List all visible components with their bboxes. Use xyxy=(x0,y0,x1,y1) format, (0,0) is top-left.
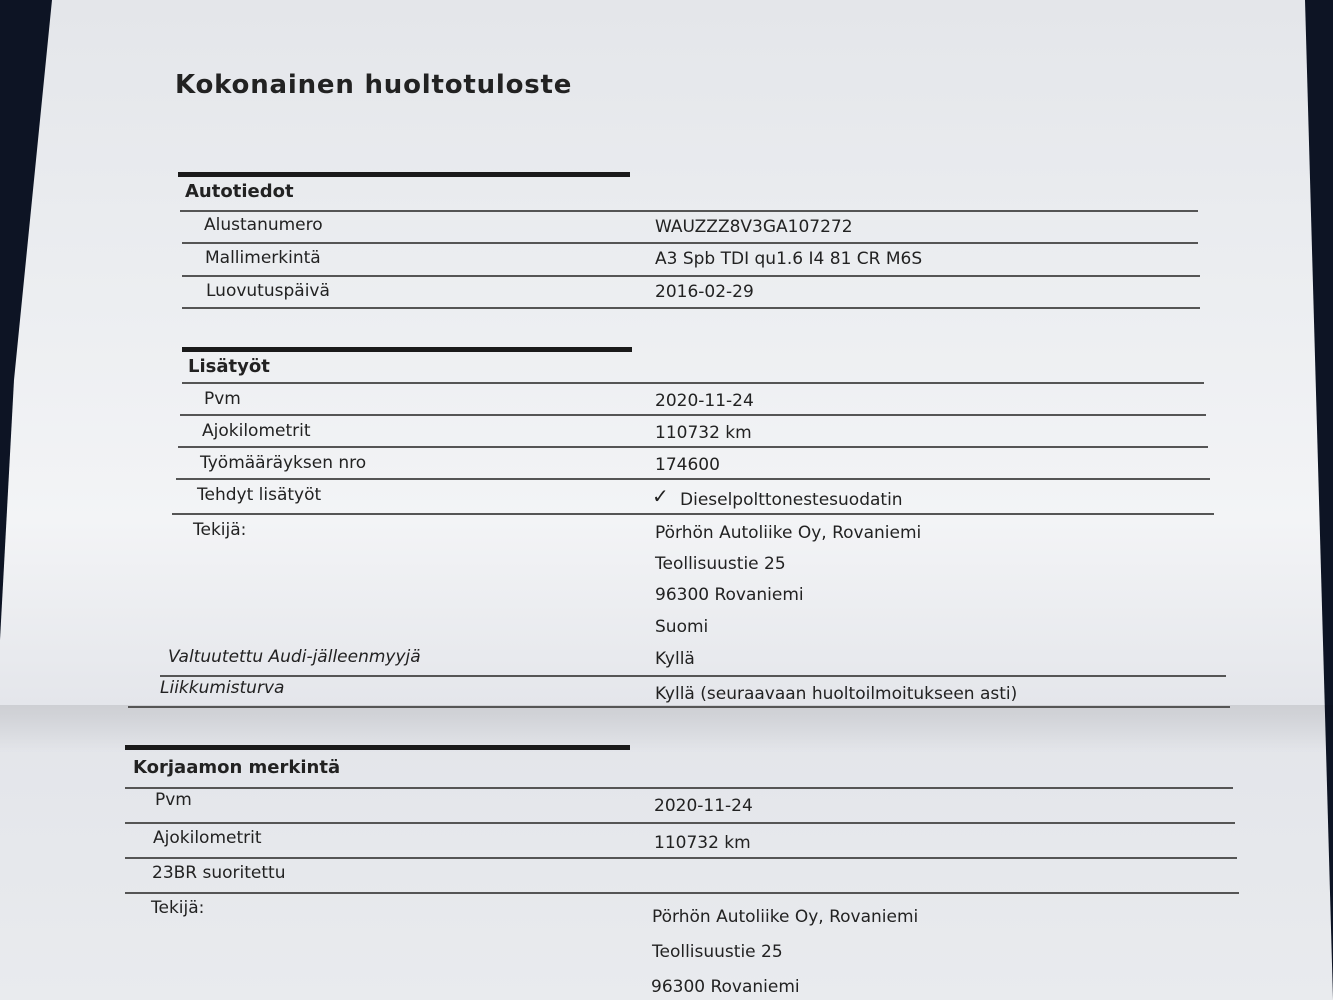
value-alustanumero: WAUZZZ8V3GA107272 xyxy=(655,217,853,237)
value-liikkumisturva: Kyllä (seuraavaan huoltoilmoitukseen asti) xyxy=(655,684,1018,704)
value-valtuutettu: Kyllä xyxy=(655,649,695,669)
korjaamo-tekija-line: 96300 Rovaniemi xyxy=(651,977,800,997)
row-divider xyxy=(180,210,1198,212)
row-divider xyxy=(125,822,1235,824)
row-divider xyxy=(182,242,1198,244)
label-korjaamo-pvm: Pvm xyxy=(155,790,192,810)
value-korjaamo-pvm: 2020-11-24 xyxy=(654,796,753,816)
label-korjaamo-ajokilometrit: Ajokilometrit xyxy=(153,828,262,848)
label-alustanumero: Alustanumero xyxy=(204,215,323,235)
section-title-korjaamo: Korjaamon merkintä xyxy=(133,757,341,778)
page-title: Kokonainen huoltotuloste xyxy=(175,70,573,100)
tekija-line: Teollisuustie 25 xyxy=(655,554,786,574)
section-bar-autotiedot xyxy=(178,172,630,177)
row-divider xyxy=(182,382,1204,384)
row-divider xyxy=(125,857,1237,859)
row-divider xyxy=(160,675,1226,677)
value-ajokilometrit: 110732 km xyxy=(655,423,752,443)
row-divider xyxy=(128,706,1230,708)
label-valtuutettu: Valtuutettu Audi-jälleenmyyjä xyxy=(168,647,421,667)
label-liikkumisturva: Liikkumisturva xyxy=(160,678,285,698)
tekija-line: Pörhön Autoliike Oy, Rovaniemi xyxy=(655,523,922,543)
label-23br-suoritettu: 23BR suoritettu xyxy=(152,863,286,883)
value-pvm: 2020-11-24 xyxy=(655,391,754,411)
tekija-line: 96300 Rovaniemi xyxy=(655,585,804,605)
row-divider xyxy=(182,307,1200,309)
label-tekija: Tekijä: xyxy=(193,520,247,540)
value-korjaamo-ajokilometrit: 110732 km xyxy=(654,833,751,853)
label-tyomaarayksen-nro: Työmääräyksen nro xyxy=(200,453,367,473)
value-tehdyt-lisatyot: Dieselpolttonestesuodatin xyxy=(680,490,903,510)
label-tehdyt-lisatyot: Tehdyt lisätyöt xyxy=(197,485,322,505)
value-luovutuspaiva: 2016-02-29 xyxy=(655,282,754,302)
row-divider xyxy=(178,446,1208,448)
row-divider xyxy=(176,478,1210,480)
check-icon: ✓ xyxy=(652,484,669,508)
row-divider xyxy=(172,513,1214,515)
korjaamo-tekija-line: Teollisuustie 25 xyxy=(652,942,783,962)
row-divider xyxy=(180,414,1206,416)
row-divider xyxy=(125,787,1233,789)
section-title-lisatyot: Lisätyöt xyxy=(188,356,270,377)
row-divider xyxy=(125,892,1239,894)
value-tyomaarayksen-nro: 174600 xyxy=(655,455,720,475)
value-mallimerkinta: A3 Spb TDI qu1.6 I4 81 CR M6S xyxy=(655,249,923,269)
label-korjaamo-tekija: Tekijä: xyxy=(151,898,205,918)
korjaamo-tekija-line: Pörhön Autoliike Oy, Rovaniemi xyxy=(652,907,919,927)
row-divider xyxy=(182,275,1200,277)
label-ajokilometrit: Ajokilometrit xyxy=(202,421,311,441)
section-title-autotiedot: Autotiedot xyxy=(185,181,294,202)
label-mallimerkinta: Mallimerkintä xyxy=(205,248,321,268)
section-bar-lisatyot xyxy=(182,347,632,352)
label-pvm: Pvm xyxy=(204,389,241,409)
label-luovutuspaiva: Luovutuspäivä xyxy=(206,281,330,301)
section-bar-korjaamo xyxy=(125,745,630,750)
tekija-line: Suomi xyxy=(655,617,709,637)
